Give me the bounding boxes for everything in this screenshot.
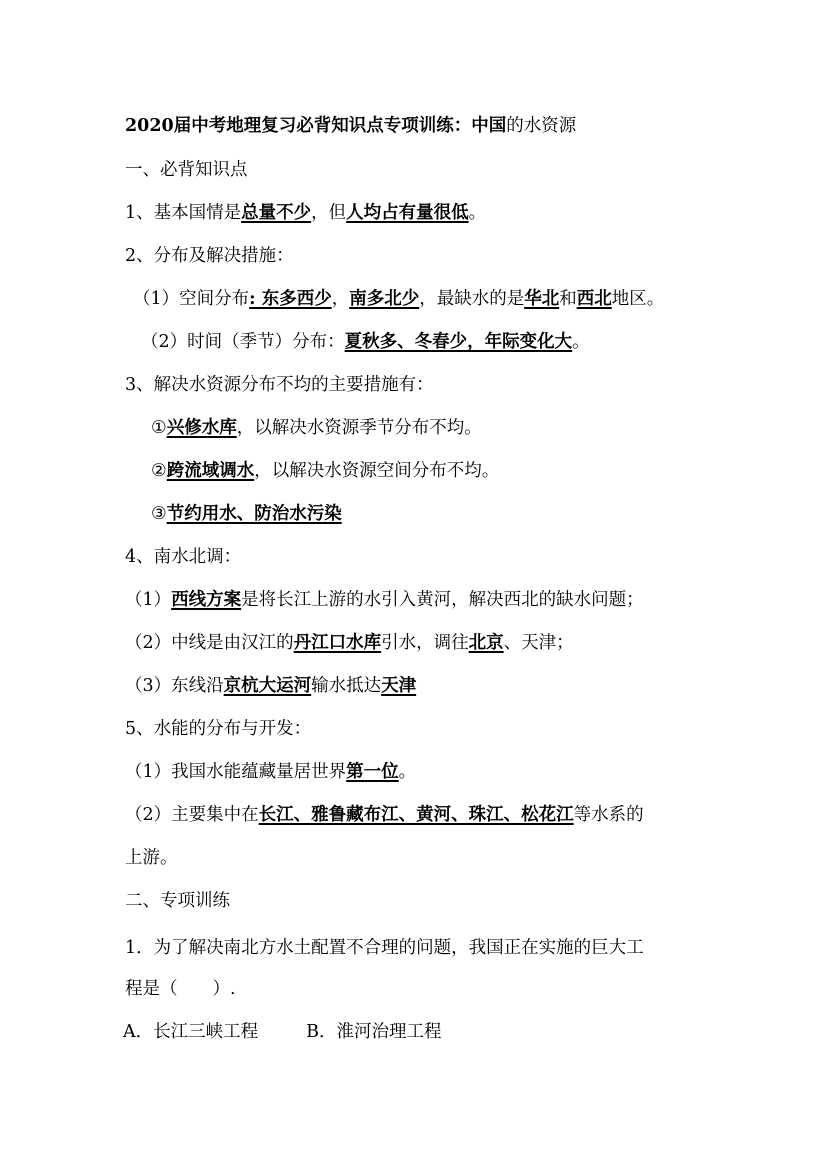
key-term: 人均占有量很低: [346, 203, 469, 223]
point-5-rivers: [125, 803, 644, 827]
key-term: 南多北少: [349, 289, 420, 309]
point-3-item-2: [151, 459, 499, 483]
text: ，但: [311, 203, 347, 223]
text: 引水，调往: [381, 633, 469, 653]
text: 。: [572, 332, 590, 352]
question-1-line-1: 1．为了解决南北方水土配置不合理的问题，我国正在实施的巨大工: [125, 938, 644, 958]
text: 和: [559, 289, 577, 309]
text: （1）我国水能蕴藏量居世界: [125, 762, 347, 782]
question-1-options: [123, 1020, 442, 1044]
point-5-rank: [125, 760, 416, 784]
text: （1）空间分布: [133, 289, 250, 309]
text: 地区。: [611, 289, 665, 309]
key-term: : 东多西少: [249, 289, 332, 309]
key-term: 节约用水、防治水污染: [166, 504, 342, 524]
point-2-space: [133, 287, 664, 311]
key-term: 兴修水库: [166, 418, 237, 438]
key-term: 华北: [524, 289, 560, 309]
title-rest: 的水资源: [506, 116, 577, 136]
text: 是将长江上游的水引入黄河，解决西北的缺水问题；: [241, 590, 644, 610]
key-term: 京杭大运河: [223, 676, 312, 696]
point-5-heading: 5、水能的分布与开发：: [125, 719, 312, 739]
point-4-east-route: [125, 674, 416, 698]
key-term: 夏秋多、冬春少，年际变化大: [344, 332, 573, 352]
key-term: 长江、雅鲁藏布江、黄河、珠江、松花江: [258, 805, 574, 825]
point-4-heading: 4、南水北调：: [125, 547, 242, 567]
text: （1）: [125, 590, 172, 610]
key-term: 西北: [576, 289, 612, 309]
key-term: 西线方案: [171, 590, 242, 610]
text: ②: [151, 461, 167, 481]
key-term: 总量不少: [241, 203, 312, 223]
text: ①: [151, 418, 167, 438]
document-title: [125, 114, 576, 138]
key-term: 跨流域调水: [166, 461, 255, 481]
section-heading-2: 二、专项训练: [125, 891, 230, 911]
text: （2）时间（季节）分布：: [141, 332, 345, 352]
key-term: 丹江口水库: [293, 633, 382, 653]
key-term: 天津: [381, 676, 417, 696]
question-1-line-2: 程是（ ）.: [125, 979, 236, 999]
text: 。: [468, 203, 487, 223]
point-3-item-1: [151, 416, 482, 440]
point-5-rivers-cont: 上游。: [125, 848, 178, 868]
text: （3）东线沿: [125, 676, 224, 696]
point-4-middle-route: [125, 631, 574, 655]
text: （2）主要集中在: [125, 805, 259, 825]
key-term: 第一位: [346, 762, 399, 782]
option-a: A．长江三峡工程: [123, 1022, 259, 1042]
point-1: [125, 201, 486, 225]
text: 等水系的: [573, 805, 644, 825]
point-3-item-3: [151, 502, 342, 526]
text: ，以解决水资源空间分布不均。: [254, 461, 500, 481]
text: 1、基本国情是: [125, 203, 242, 223]
text: （2）中线是由汉江的: [125, 633, 294, 653]
point-3-heading: 3、解决水资源分布不均的主要措施有：: [125, 375, 434, 395]
point-4-west-route: [125, 588, 644, 612]
section-heading-1: 一、必背知识点: [125, 160, 248, 180]
point-2-heading: 2、分布及解决措施：: [125, 246, 294, 266]
text: ，以解决水资源季节分布不均。: [236, 418, 482, 438]
key-term: 北京: [468, 633, 504, 653]
text: 输水抵达: [311, 676, 382, 696]
text: 。: [398, 762, 417, 782]
text: ，最缺水的是: [419, 289, 525, 309]
option-b: B．淮河治理工程: [306, 1022, 442, 1042]
point-2-time: [141, 330, 590, 354]
text: ，: [331, 289, 350, 309]
text: ③: [151, 504, 167, 524]
text: 、天津；: [503, 633, 574, 653]
title-bold-part: 2020届中考地理复习必背知识点专项训练：中国: [125, 116, 507, 136]
